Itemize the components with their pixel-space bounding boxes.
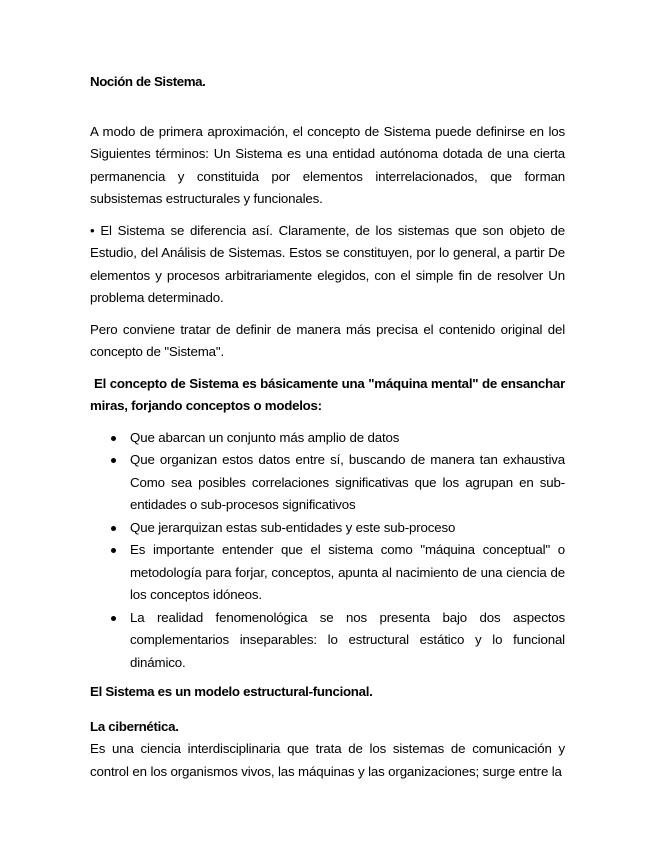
bullet-icon [111, 548, 116, 553]
bullet-icon [111, 526, 116, 531]
list-item [90, 427, 565, 450]
list-item-text: Que jerarquizan estas sub-entidades y este sub-proceso [130, 519, 456, 535]
bullet-icon [111, 616, 116, 621]
bullet-icon [111, 458, 116, 463]
paragraph-difference: • El Sistema se diferencia así. Claramente, de los sistemas que son objeto de Estudio, del Análisis de Sistemas. Estos se constituyen, por lo general, a partir De elementos y procesos arbitrariamente elegidos, con el simple fin de resolver Un problema determinado. [90, 222, 565, 305]
list-item-text: Es importante entender que el sistema como "máquina conceptual" o metodología para forjar, conceptos, apunta al nacimiento de una ciencia de los conceptos idóneos. [130, 542, 565, 602]
list-item-text: Que organizan estos datos entre sí, buscando de manera tan exhaustiva Como sea posibles correlaciones significativas que los agrupan en sub-entidades o sub-procesos significativos [130, 452, 565, 512]
list-item [90, 517, 565, 540]
heading-structural-model: El Sistema es un modelo estructural-funcional. [90, 684, 373, 699]
concept-bullet-list [90, 427, 565, 675]
list-item [90, 449, 565, 517]
list-item-text: Que abarcan un conjunto más amplio de datos [130, 429, 400, 445]
document-title: Noción de Sistema. [90, 74, 206, 89]
list-item-text: La realidad fenomenológica se nos presenta bajo dos aspectos complementarios inseparables: lo estructural estático y lo funcional dinámico. [130, 609, 565, 670]
list-item [90, 607, 565, 675]
paragraph-mental-machine: El concepto de Sistema es básicamente una "máquina mental" de ensanchar miras, forjando conceptos o modelos: [90, 375, 565, 413]
heading-cybernetics: La cibernética. [90, 718, 179, 734]
bullet-icon [111, 436, 116, 441]
paragraph-define: Pero conviene tratar de definir de manera más precisa el contenido original del concepto de "Sistema". [90, 321, 565, 359]
paragraph-intro: A modo de primera aproximación, el concepto de Sistema puede definirse en los Siguientes términos: Un Sistema es una entidad autónoma dotada de una cierta permanencia y constituida por elementos interrelacionados, que forman subsistemas estructurales y funcionales. [90, 123, 565, 206]
paragraph-cybernetics: Es una ciencia interdisciplinaria que trata de los sistemas de comunicación y control en los organismos vivos, las máquinas y las organizaciones; surge entre la [90, 741, 565, 779]
list-item [90, 539, 565, 607]
document-body [90, 71, 565, 792]
